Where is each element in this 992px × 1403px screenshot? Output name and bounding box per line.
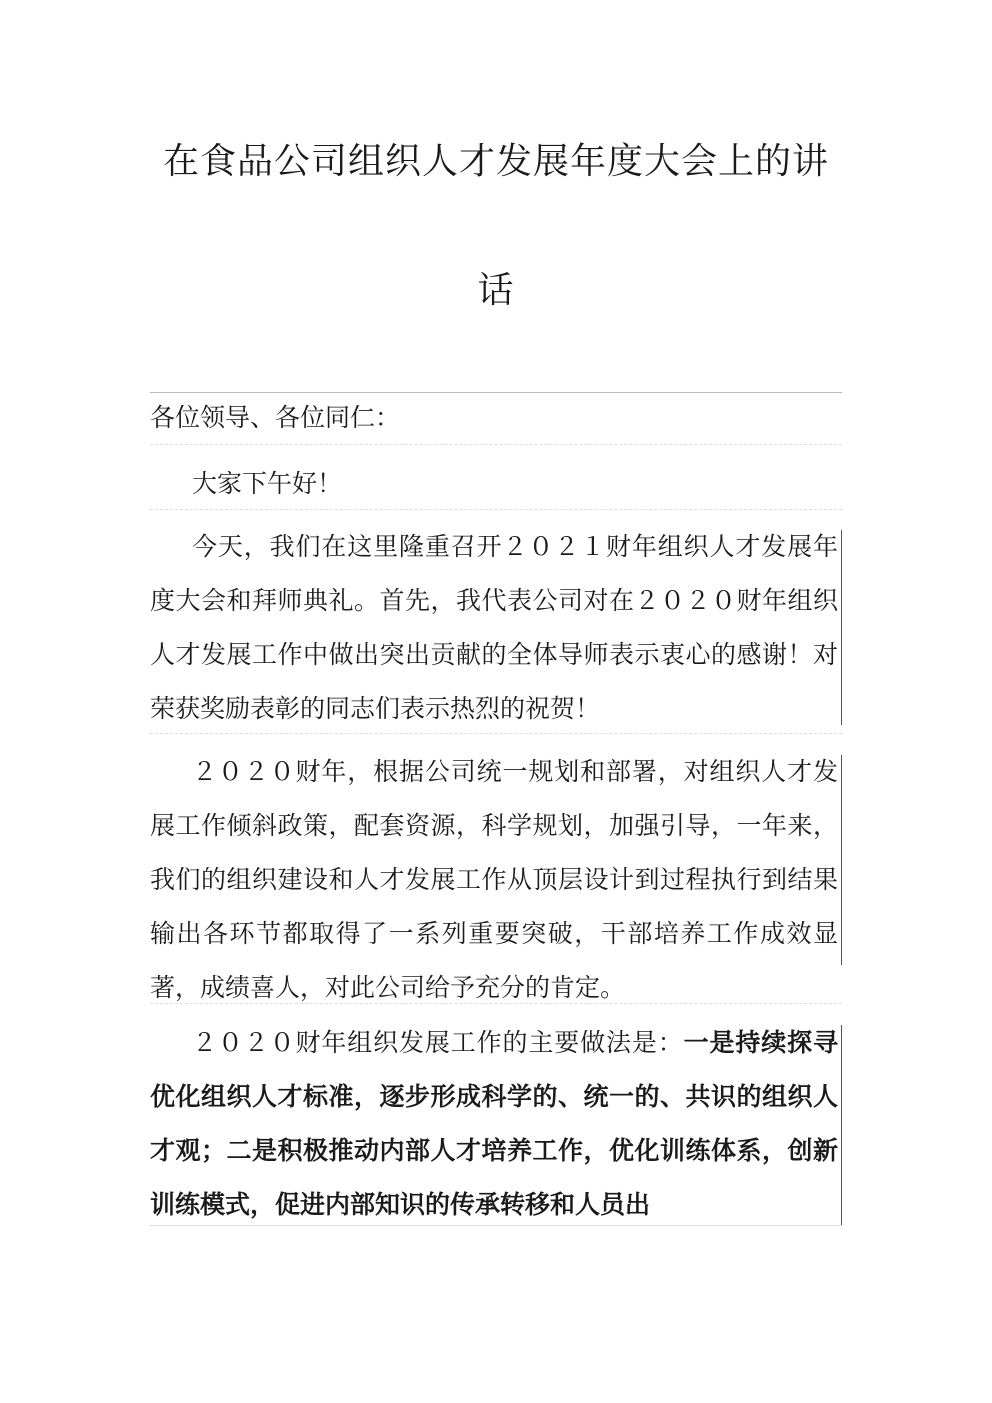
paragraph-3-emphasis: 一是持续探寻优化组织人才标准，逐步形成科学的、统一的、共识的组织人才观；二是积极推动内部人才培养工作，优化训练体系，创新训练模式，促进内部知识的传承转移和人员出 [150,1028,838,1219]
row-divider [150,733,842,734]
salutation: 各位领导、各位同仁： [150,403,401,432]
row-divider [150,1003,842,1004]
document-title-line1: 在食品公司组织人才发展年度大会上的讲 [162,141,829,182]
paragraph-1: 今天，我们在这里隆重召开２０２１财年组织人才发展年度大会和拜师典礼。首先，我代表公司对在２０２０财年组织人才发展工作中做出突出贡献的全体导师表示衷心的感谢！对荣获奖励表彰的同志们表示热烈的祝贺！ [150,532,838,723]
paragraph-3 [150,1016,838,1232]
document-title-line2: 话 [477,270,515,311]
cell-right-border [841,530,842,725]
paragraph-3-intro: ２０２０财年组织发展工作的主要做法是： [192,1028,684,1057]
cell-right-border [841,755,842,965]
greeting: 大家下午好！ [192,469,343,498]
table-bottom-border [150,1225,842,1226]
table-top-border [150,392,842,393]
row-divider [150,509,842,510]
cell-right-border [841,1025,842,1225]
row-divider [150,444,842,445]
paragraph-2: ２０２０财年，根据公司统一规划和部署，对组织人才发展工作倾斜政策，配套资源，科学规划，加强引导，一年来，我们的组织建设和人才发展工作从顶层设计到过程执行到结果输出各环节都取得了一系列重要突破，干部培养工作成效显著，成绩喜人，对此公司给予充分的肯定。 [150,757,838,1002]
